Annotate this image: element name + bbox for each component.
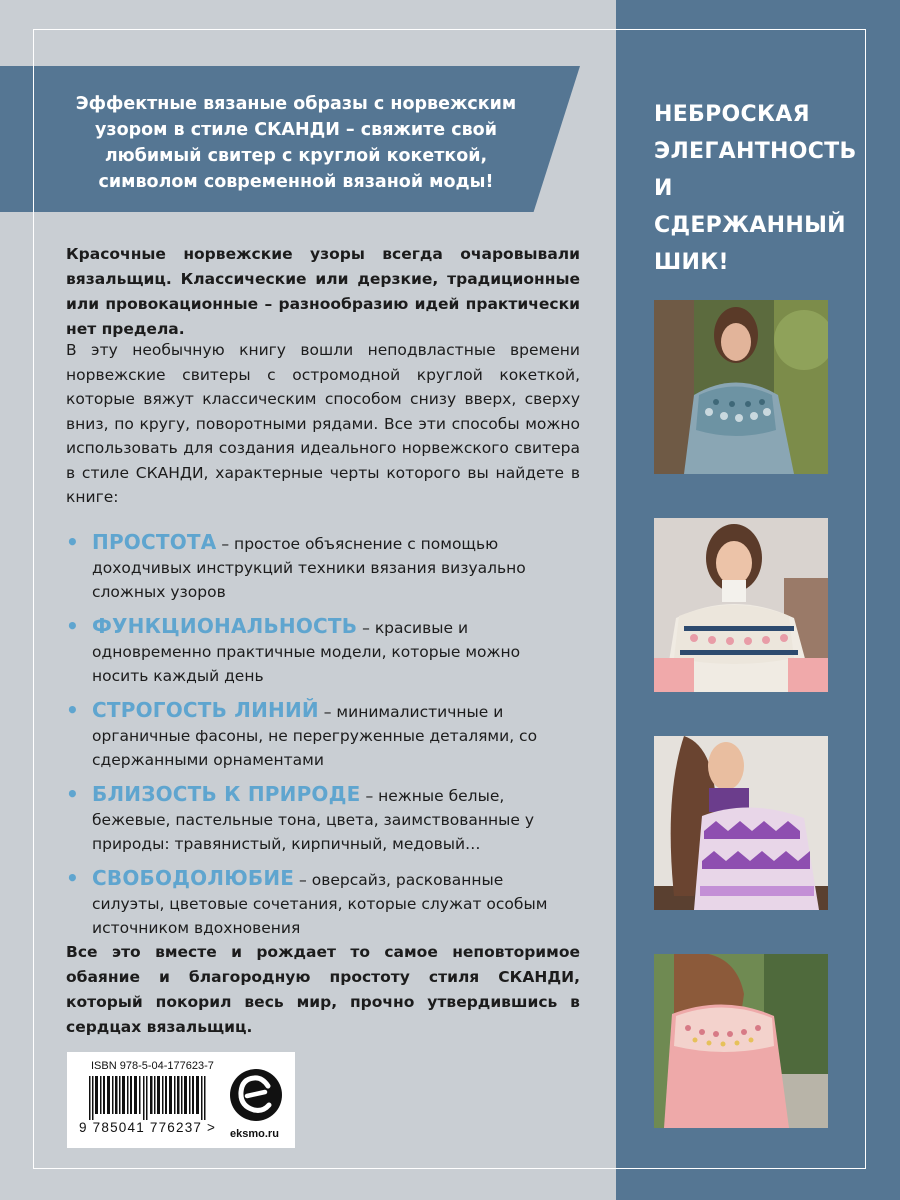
feature-term: СВОБОДОЛЮБИЕ xyxy=(92,866,295,890)
feature-item xyxy=(66,614,580,688)
features-list xyxy=(66,530,580,950)
feature-text: – минималистичные и органичные фасоны, не перегруженные деталями, со сдержанными орнаментами xyxy=(92,703,538,769)
feature-text: – оверсайз, раскованные силуэты, цветовые сочетания, которые служат особым источником вдохновения xyxy=(92,871,548,937)
right-title: НЕБРОСКАЯ ЭЛЕГАНТНОСТЬ И СДЕРЖАННЫЙ ШИК! xyxy=(654,102,857,275)
photo-purple-sweater xyxy=(654,736,828,910)
feature-term: ФУНКЦИОНАЛЬНОСТЬ xyxy=(92,614,358,638)
feature-item xyxy=(66,866,580,940)
feature-text: – простое объяснение с помощью доходчивых инструкций техники вязания визуально сложных узоров xyxy=(92,535,526,601)
intro-paragraph: Красочные норвежские узоры всегда очаровывали вязальщиц. Классические или дерзкие, традиционные или провокационные – разнообразию идей практически нет предела. xyxy=(66,245,580,338)
feature-term: ПРОСТОТА xyxy=(92,530,217,554)
photo-blue-sweater xyxy=(654,300,828,474)
description-paragraph: В эту необычную книгу вошли неподвластные времени норвежские свитеры с остромодной круглой кокеткой, которые вяжут классическим способом снизу вверх, сверху вниз, по кругу, поворотными рядами. Все эти способы можно использовать для создания идеального норвежского свитера в стиле СКАНДИ, характерные черты которого вы найдете в книге: xyxy=(66,341,580,506)
eksmo-logo-icon xyxy=(227,1066,285,1124)
feature-item xyxy=(66,698,580,772)
bullet-icon: • xyxy=(66,614,79,638)
feature-term: БЛИЗОСТЬ К ПРИРОДЕ xyxy=(92,782,361,806)
bullet-icon: • xyxy=(66,530,79,554)
bullet-icon: • xyxy=(66,866,79,890)
photo-cream-sweater xyxy=(654,518,828,692)
bullet-icon: • xyxy=(66,782,79,806)
closing-paragraph: Все это вместе и рождает то самое неповторимое обаяние и благородную простоту стиля СКАНДИ, который покорил весь мир, прочно утвердившись в сердцах вязальщиц. xyxy=(66,943,580,1036)
barcode-panel xyxy=(67,1052,295,1148)
feature-text: – красивые и одновременно практичные модели, которые можно носить каждый день xyxy=(92,619,521,685)
feature-term: СТРОГОСТЬ ЛИНИЙ xyxy=(92,698,319,722)
bullet-icon: • xyxy=(66,698,79,722)
isbn-label: ISBN 978-5-04-177623-7 xyxy=(91,1060,214,1072)
feature-text: – нежные белые, бежевые, пастельные тона, цвета, заимствованные у природы: травянистый, кирпичный, медовый… xyxy=(92,787,535,853)
banner-text: Эффектные вязаные образы с норвежским узором в стиле СКАНДИ – свяжите свой любимый свитер с круглой кокеткой, символом современной вязаной моды! xyxy=(75,94,517,192)
feature-item xyxy=(66,530,580,604)
photo-pink-sweater xyxy=(654,954,828,1128)
feature-item xyxy=(66,782,580,856)
barcode-number: 9 785041 776237 > xyxy=(79,1120,217,1135)
barcode-icon xyxy=(89,1076,207,1120)
publisher-url: eksmo.ru xyxy=(230,1128,279,1140)
